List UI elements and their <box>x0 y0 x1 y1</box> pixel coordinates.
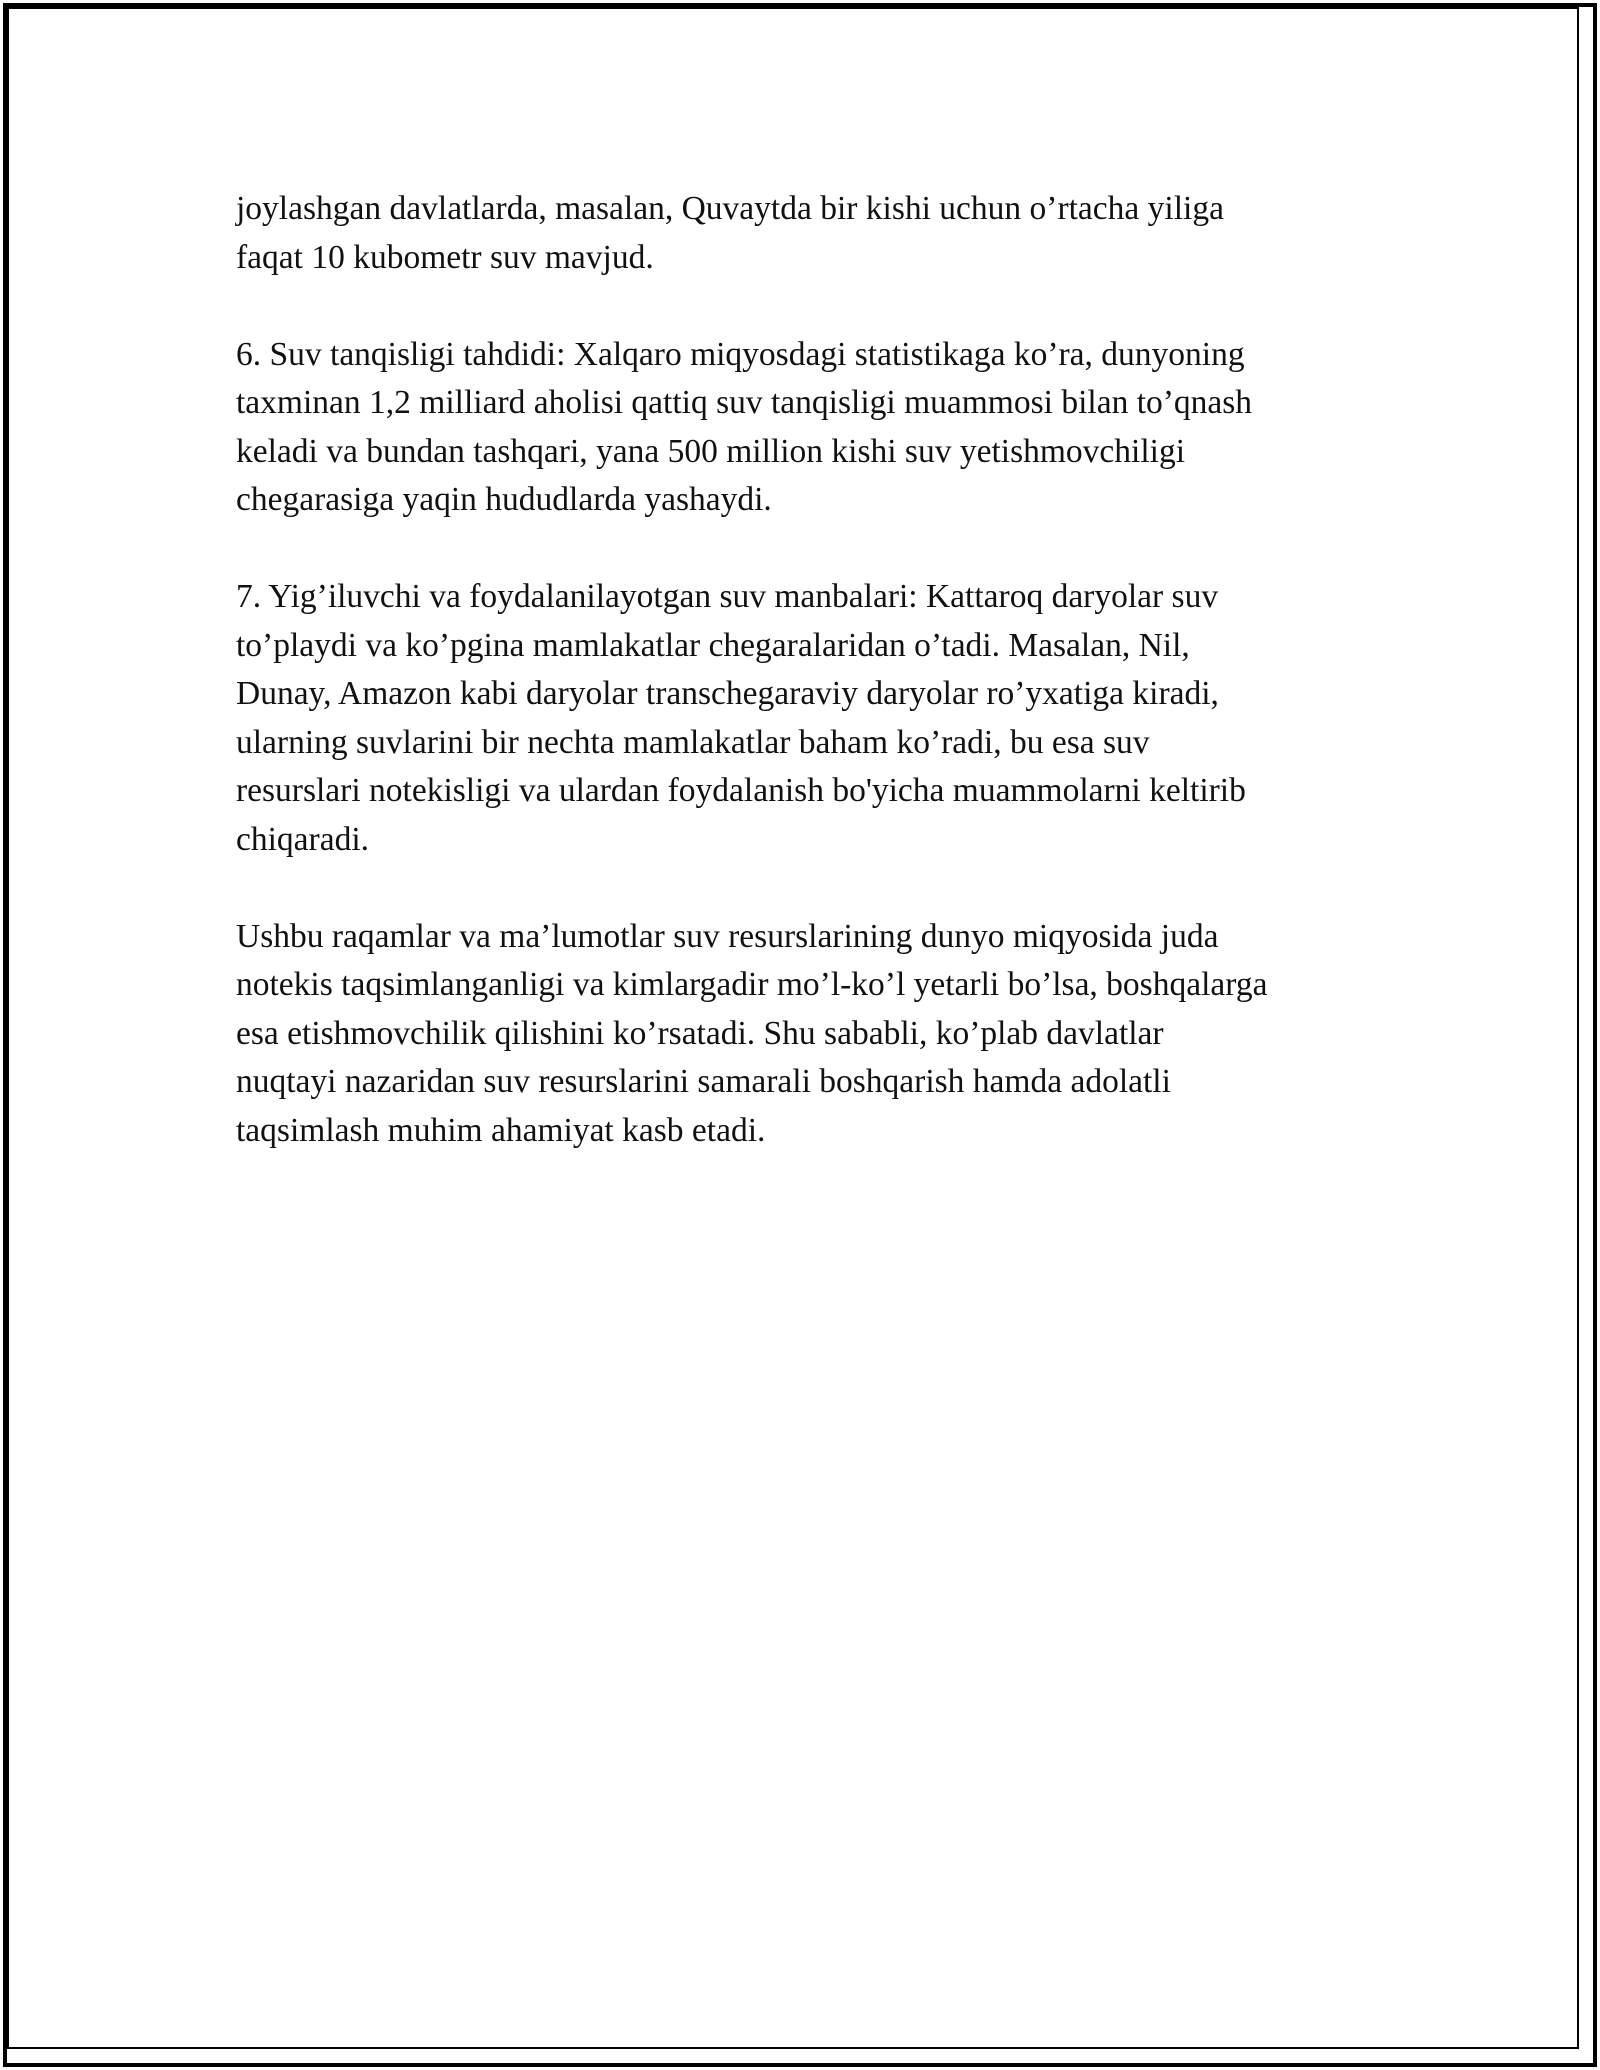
text-line: chegarasiga yaqin hududlarda yashaydi. <box>236 481 772 518</box>
paragraph-continuation <box>236 185 1386 282</box>
paragraph-item-7 <box>236 573 1386 864</box>
text-line: Dunay, Amazon kabi daryolar transchegaraviy daryolar ro’yxatiga kiradi, <box>236 675 1219 712</box>
text-line: taqsimlash muhim ahamiyat kasb etadi. <box>236 1111 766 1149</box>
text-line: joylashgan davlatlarda, masalan, Quvaytda bir kishi uchun o’rtacha yiliga <box>236 190 1224 227</box>
text-line: taxminan 1,2 milliard aholisi qattiq suv tanqisligi muammosi bilan to’qnash <box>236 384 1253 421</box>
text-line: keladi va bundan tashqari, yana 500 million kishi suv yetishmovchiligi <box>236 432 1186 470</box>
paragraph-conclusion <box>236 913 1386 1156</box>
text-line: notekis taqsimlanganligi va kimlargadir mo’l-ko’l yetarli bo’lsa, boshqalarga <box>236 966 1268 1003</box>
text-line: chiqaradi. <box>236 820 370 858</box>
document-body <box>236 185 1386 1204</box>
text-line: 7. Yig’iluvchi va foydalanilayotgan suv manbalari: Kattaroq daryolar suv <box>236 578 1219 615</box>
text-line: resurslari notekisligi va ulardan foydalanish bo'yicha muammolarni keltirib <box>236 772 1246 809</box>
text-line: Ushbu raqamlar va ma’lumotlar suv resurslarining dunyo miqyosida juda <box>236 917 1219 955</box>
paragraph-item-6 <box>236 331 1386 525</box>
text-line: faqat 10 kubometr suv mavjud. <box>236 238 654 276</box>
text-line: esa etishmovchilik qilishini ko’rsatadi. Shu sababli, ko’plab davlatlar <box>236 1014 1164 1052</box>
text-line: to’playdi va ko’pgina mamlakatlar chegaralaridan o’tadi. Masalan, Nil, <box>236 626 1190 664</box>
text-line: 6. Suv tanqisligi tahdidi: Xalqaro miqyosdagi statistikaga ko’ra, dunyoning <box>236 335 1245 373</box>
text-line: ularning suvlarini bir nechta mamlakatlar baham ko’radi, bu esa suv <box>236 723 1150 761</box>
text-line: nuqtayi nazaridan suv resurslarini samarali boshqarish hamda adolatli <box>236 1063 1171 1100</box>
